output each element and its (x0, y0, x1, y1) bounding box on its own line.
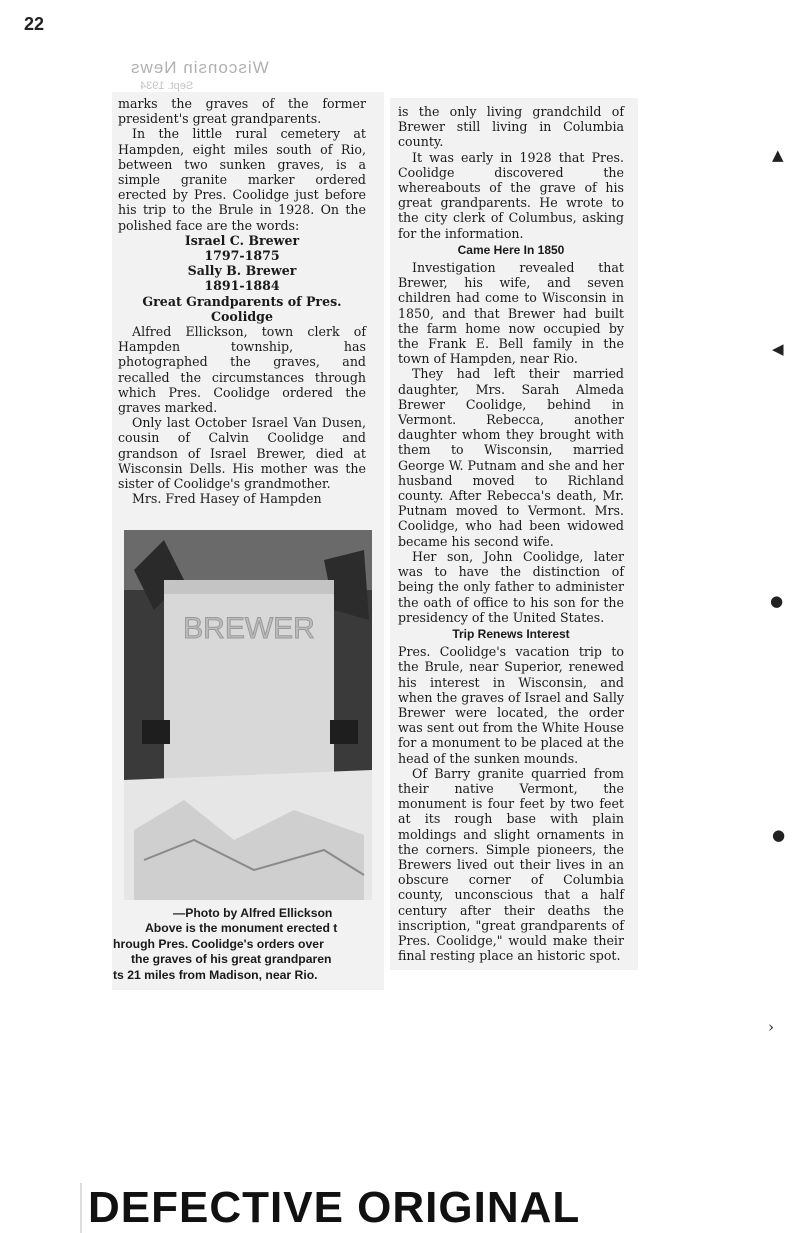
caption-line: Above is the monument erected t (145, 921, 338, 936)
monument-illustration (124, 530, 372, 900)
section-heading: Came Here In 1850 (457, 242, 565, 257)
inscription-line: 1797-1875 (204, 248, 280, 264)
article-paragraph: In the little rural cemetery at Hampden, eight miles south of Rio, between two sunken graves, is a simple granite marker ordered erected by Pres. Coolidge just before his trip to the Brule in 1928. On the polished face are the words: (118, 126, 366, 233)
article-paragraph: Mrs. Fred Hasey of Hampden (132, 491, 322, 507)
photo-credit: —Photo by Alfred Ellickson (173, 906, 333, 920)
page-number: 22 (24, 14, 45, 34)
defective-original-banner (80, 1183, 672, 1233)
caption-line: the graves of his great grandparen (131, 952, 332, 967)
article-paragraph: It was early in 1928 that Pres. Coolidge discovered the whereabouts of the grave of his great grandparents. He wrote to the city clerk of Columbus, asking for the information. (398, 149, 624, 241)
caption-line: hrough Pres. Coolidge's orders over (113, 936, 324, 951)
inscription-line: 1891-1884 (204, 278, 280, 294)
inscription-line: Sally B. Brewer (187, 263, 297, 279)
inscription-line: Great Grandparents of Pres. Coolidge (142, 293, 342, 324)
caption-line: ts 21 miles from Madison, near Rio. (113, 967, 318, 982)
left-column (118, 96, 366, 506)
article-paragraph: marks the graves of the former president's great grandparents. (118, 96, 366, 127)
binder-hole-mark: › (768, 1018, 774, 1036)
binder-hole-mark: ◀ (772, 340, 784, 358)
section-heading: Trip Renews Interest (452, 626, 570, 641)
binder-hole-mark: ● (772, 826, 786, 844)
article-paragraph: Of Barry granite quarried from their native Vermont, the monument is four feet by two feet at its rough base with plain moldings and slight ornaments in the corners. Simple pioneers, the Brewers lived out their lives in an obscure corner of Columbia county, unconscious that a half century after their deaths the inscription, "great grandparents of Pres. Coolidge," would make their final resting place an historic spot. (398, 765, 624, 964)
photo-caption (113, 906, 379, 983)
article-paragraph: Alfred Ellickson, town clerk of Hampden township, has photographed the graves, and recalled the circumstances through which Pres. Coolidge ordered the graves marked. (118, 324, 366, 416)
monument-photo (124, 530, 372, 900)
newspaper-stamp: Wisconsin News (130, 58, 269, 77)
right-column (398, 104, 624, 963)
article-paragraph: They had left their married daughter, Mrs. Sarah Almeda Brewer Coolidge, behind in Vermont. Rebecca, another daughter whom they brought with them to Wisconsin, married George W. Putnam and she and her husband moved to Richland county. After Rebecca's death, Mr. Putnam moved to Vermont. Mrs. Coolidge, who had been widowed became his second wife. (398, 366, 624, 549)
banner-text: DEFECTIVE ORIGINAL (88, 1183, 581, 1232)
binder-hole-mark: ● (770, 592, 784, 610)
monument-engraving: BREWER (183, 612, 315, 645)
article-paragraph: Investigation revealed that Brewer, his wife, and seven children had come to Wisconsin in 1850, and that Brewer had built the farm home now occupied by the Frank E. Bell family in the town of Hampden, near Rio. (398, 260, 624, 367)
newspaper-stamp-date: Sept. 1934 (140, 80, 194, 92)
article-paragraph: Pres. Coolidge's vacation trip to the Brule, near Superior, renewed his interest in Wisconsin, and when the graves of Israel and Sally Brewer were located, the order was sent out from the White House for a monument to be placed at the head of the sunken mounds. (398, 644, 624, 766)
inscription-line: Israel C. Brewer (184, 232, 300, 248)
binder-hole-mark: ▲ (772, 146, 784, 164)
article-paragraph: Only last October Israel Van Dusen, cousin of Calvin Coolidge and grandson of Israel Brewer, died at Wisconsin Dells. His mother was the sister of Coolidge's grandmother. (118, 415, 366, 492)
article-paragraph: is the only living grandchild of Brewer still living in Columbia county. (398, 104, 624, 150)
article-paragraph: Her son, John Coolidge, later was to have the distinction of being the only father to administer the oath of office to his son for the presidency of the United States. (398, 548, 624, 625)
